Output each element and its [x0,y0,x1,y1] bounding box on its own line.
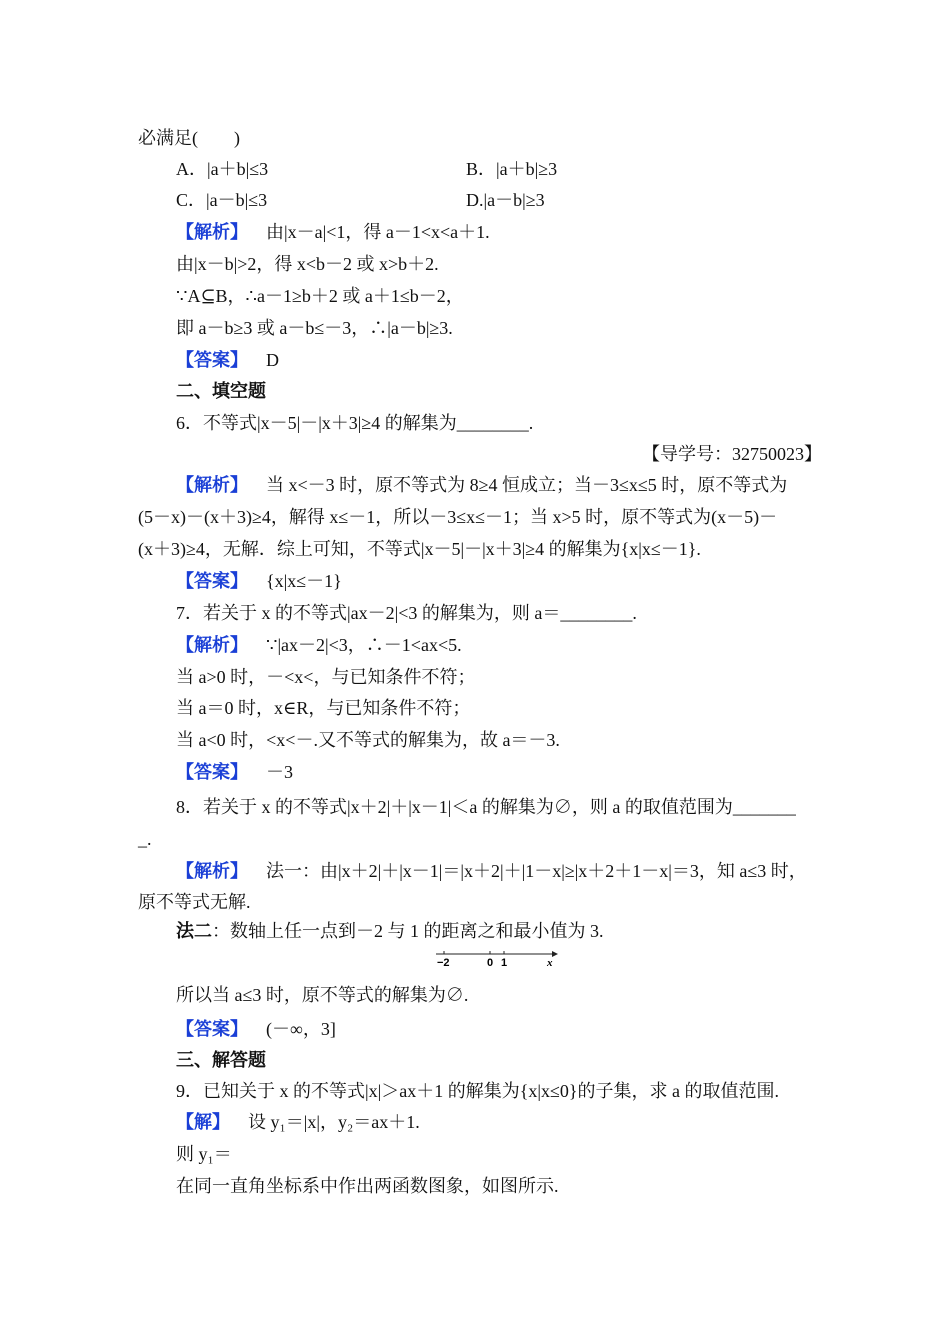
analysis-tag: 【解析】 [176,635,248,656]
q5-solution-line-4: 即 a－b≥3 或 a－b≤－3，∴|a－b|≥3. [176,318,453,338]
analysis-tag: 【解析】 [176,861,248,882]
q5-stem-tail: 必满足( ) [138,128,240,148]
section-fill-in-heading: 二、填空题 [176,381,266,402]
q5-answer-line [176,349,279,372]
label-neg2: −2 [437,957,450,969]
q8-answer: (－∞，3] [266,1019,336,1039]
q6-stem: 6．不等式|x－5|－|x＋3|≥4 的解集为________. [176,413,534,433]
q6-solution-line-2: (5－x)－(x＋3)≥4，解得 x≤－1，所以－3≤x≤－1；当 x>5 时，原不等式为(x－5)－ [138,507,778,527]
section-answer-heading: 三、解答题 [176,1050,266,1071]
q5-solution-text-1: 由|x－a|<1，得 a－1<x<a＋1. [266,222,490,242]
q8-solution-line-1 [176,860,807,883]
option-a: A．|a＋b|≤3 [176,159,269,179]
q7-solution-line-1 [176,634,462,657]
q8-stem-continuation: _. [138,829,152,849]
number-line-arrow [552,951,558,957]
q8-solution-text-1: 法一：由|x＋2|＋|x－1|＝|x＋2|＋|1－x|≥|x＋2＋1－x|＝3，知 a≤3 时， [266,861,807,881]
q5-solution-line-2: 由|x－b|>2，得 x<b－2 或 x>b＋2. [176,254,439,274]
analysis-tag: 【解析】 [176,222,248,243]
q5-solution-line-3: ∵A⊆B，∴a－1≥b＋2 或 a＋1≤b－2， [176,286,464,306]
q5-solution-line-1 [176,221,490,244]
number-line-figure [434,948,558,970]
q6-answer: {x|x≤－1} [266,571,342,591]
option-d: D.|a－b|≥3 [466,190,545,210]
label-0: 0 [487,957,494,969]
q7-solution-line-3: 当 a＝0 时，x∈R，与已知条件不符； [176,698,471,718]
q6-solution-line-1 [176,474,787,497]
q9-solution-line-3: 在同一直角坐标系中作出两函数图象，如图所示. [176,1176,559,1196]
q8-solution-line-2: 原不等式无解. [138,892,251,912]
method-two-text: ：数轴上任一点到－2 与 1 的距离之和最小值为 3. [212,921,604,941]
q9-solution-text-1: 设 y₁＝|x|，y₂＝ax＋1. [248,1112,420,1132]
answer-tag: 【答案】 [176,571,248,592]
q7-solution-line-4: 当 a<0 时，<x<－.又不等式的解集为，故 a＝－3. [176,730,560,750]
option-c: C．|a－b|≤3 [176,190,268,210]
method-two-label: 法二 [176,921,212,942]
q8-answer-line [176,1018,336,1041]
q9-solution-line-1 [176,1111,420,1134]
q7-answer-line [176,761,293,784]
q7-solution-line-2: 当 a>0 时，－<x<，与已知条件不符； [176,667,476,687]
q7-answer: －3 [266,762,293,782]
answer-tag: 【答案】 [176,762,248,783]
q8-stem: 8．若关于 x 的不等式|x＋2|＋|x－1|＜a 的解集为∅，则 a 的取值范围为_______ [176,797,796,817]
q8-solution-line-3 [176,920,604,943]
label-1: 1 [501,957,508,969]
option-b: B．|a＋b|≥3 [466,159,558,179]
q8-solution-line-4: 所以当 a≤3 时，原不等式的解集为∅. [176,985,469,1005]
solution-tag: 【解】 [176,1112,230,1133]
q6-solution-line-3: (x＋3)≥4，无解．综上可知，不等式|x－5|－|x＋3|≥4 的解集为{x|x≤－1}. [138,539,701,559]
answer-tag: 【答案】 [176,1019,248,1040]
answer-tag: 【答案】 [176,350,248,371]
q7-stem: 7．若关于 x 的不等式|ax－2|<3 的解集为，则 a＝________. [176,603,637,623]
q9-stem: 9．已知关于 x 的不等式|x|＞ax＋1 的解集为{x|x≤0}的子集，求 a 的取值范围. [176,1081,779,1101]
q7-solution-text-1: ∵|ax－2|<3，∴－1<ax<5. [266,635,462,655]
analysis-tag: 【解析】 [176,475,248,496]
label-x: x [547,957,553,969]
q6-solution-text-1: 当 x<－3 时，原不等式为 8≥4 恒成立；当－3≤x≤5 时，原不等式为 [266,475,788,495]
q6-reference-number: 【导学号：32750023】 [642,444,822,464]
q5-answer: D [266,350,279,370]
q6-answer-line [176,570,342,593]
q9-solution-line-2: 则 y₁＝ [176,1144,232,1164]
